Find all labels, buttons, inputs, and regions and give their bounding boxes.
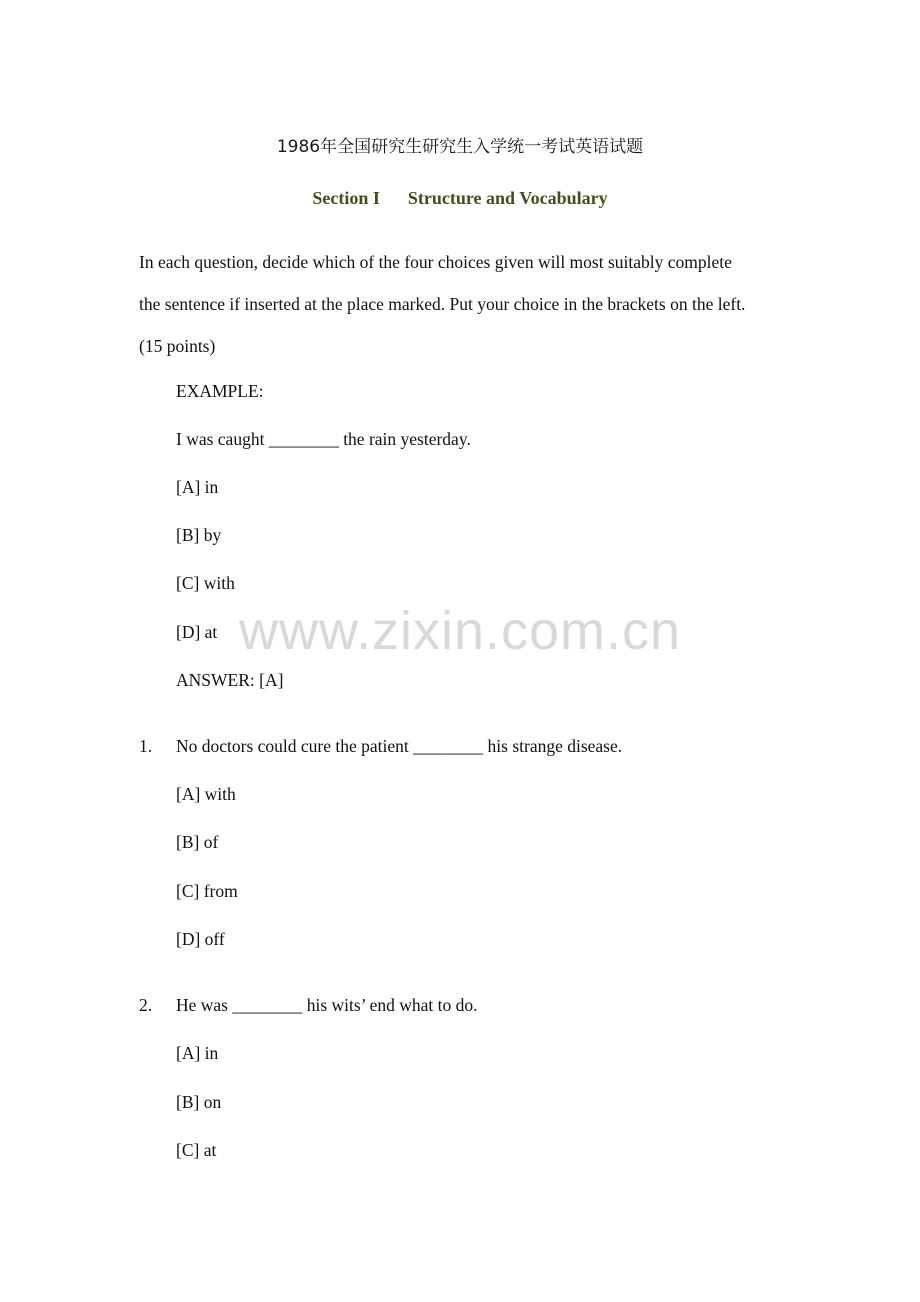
question-option: [A] in (176, 1043, 219, 1063)
example-sentence: I was caught ________ the rain yesterday. (176, 429, 471, 449)
question-number: 2. (139, 995, 153, 1015)
section-heading (0, 188, 920, 209)
example-option-b: [B] by (176, 525, 222, 545)
question-sentence: No doctors could cure the patient ________ his strange disease. (176, 736, 623, 756)
example-option-d: [D] at (176, 622, 218, 642)
example-answer: ANSWER: [A] (176, 670, 284, 690)
example-option-c: [C] with (176, 573, 235, 593)
example-option-a: [A] in (176, 477, 219, 497)
question-option: [A] with (176, 784, 236, 804)
question-option: [B] on (176, 1092, 222, 1112)
question-option: [C] from (176, 881, 238, 901)
instruction-line: (15 points) (139, 336, 216, 356)
instruction-line: In each question, decide which of the four choices given will most suitably complete (139, 252, 732, 272)
question-sentence: He was ________ his wits’ end what to do. (176, 995, 478, 1015)
instructions (139, 241, 789, 367)
question-option: [D] off (176, 929, 225, 949)
watermark: www.zixin.com.cn (238, 601, 682, 661)
question-number: 1. (139, 736, 153, 756)
exam-title: 1986年全国研究生研究生入学统一考试英语试题 (276, 137, 644, 157)
question-option: [B] of (176, 832, 219, 852)
section-title: Structure and Vocabulary (407, 188, 608, 208)
example-label: EXAMPLE: (176, 381, 264, 401)
instruction-line: the sentence if inserted at the place marked. Put your choice in the brackets on the left. (139, 294, 746, 314)
section-number: Section I (312, 188, 380, 208)
question-option: [C] at (176, 1140, 217, 1160)
